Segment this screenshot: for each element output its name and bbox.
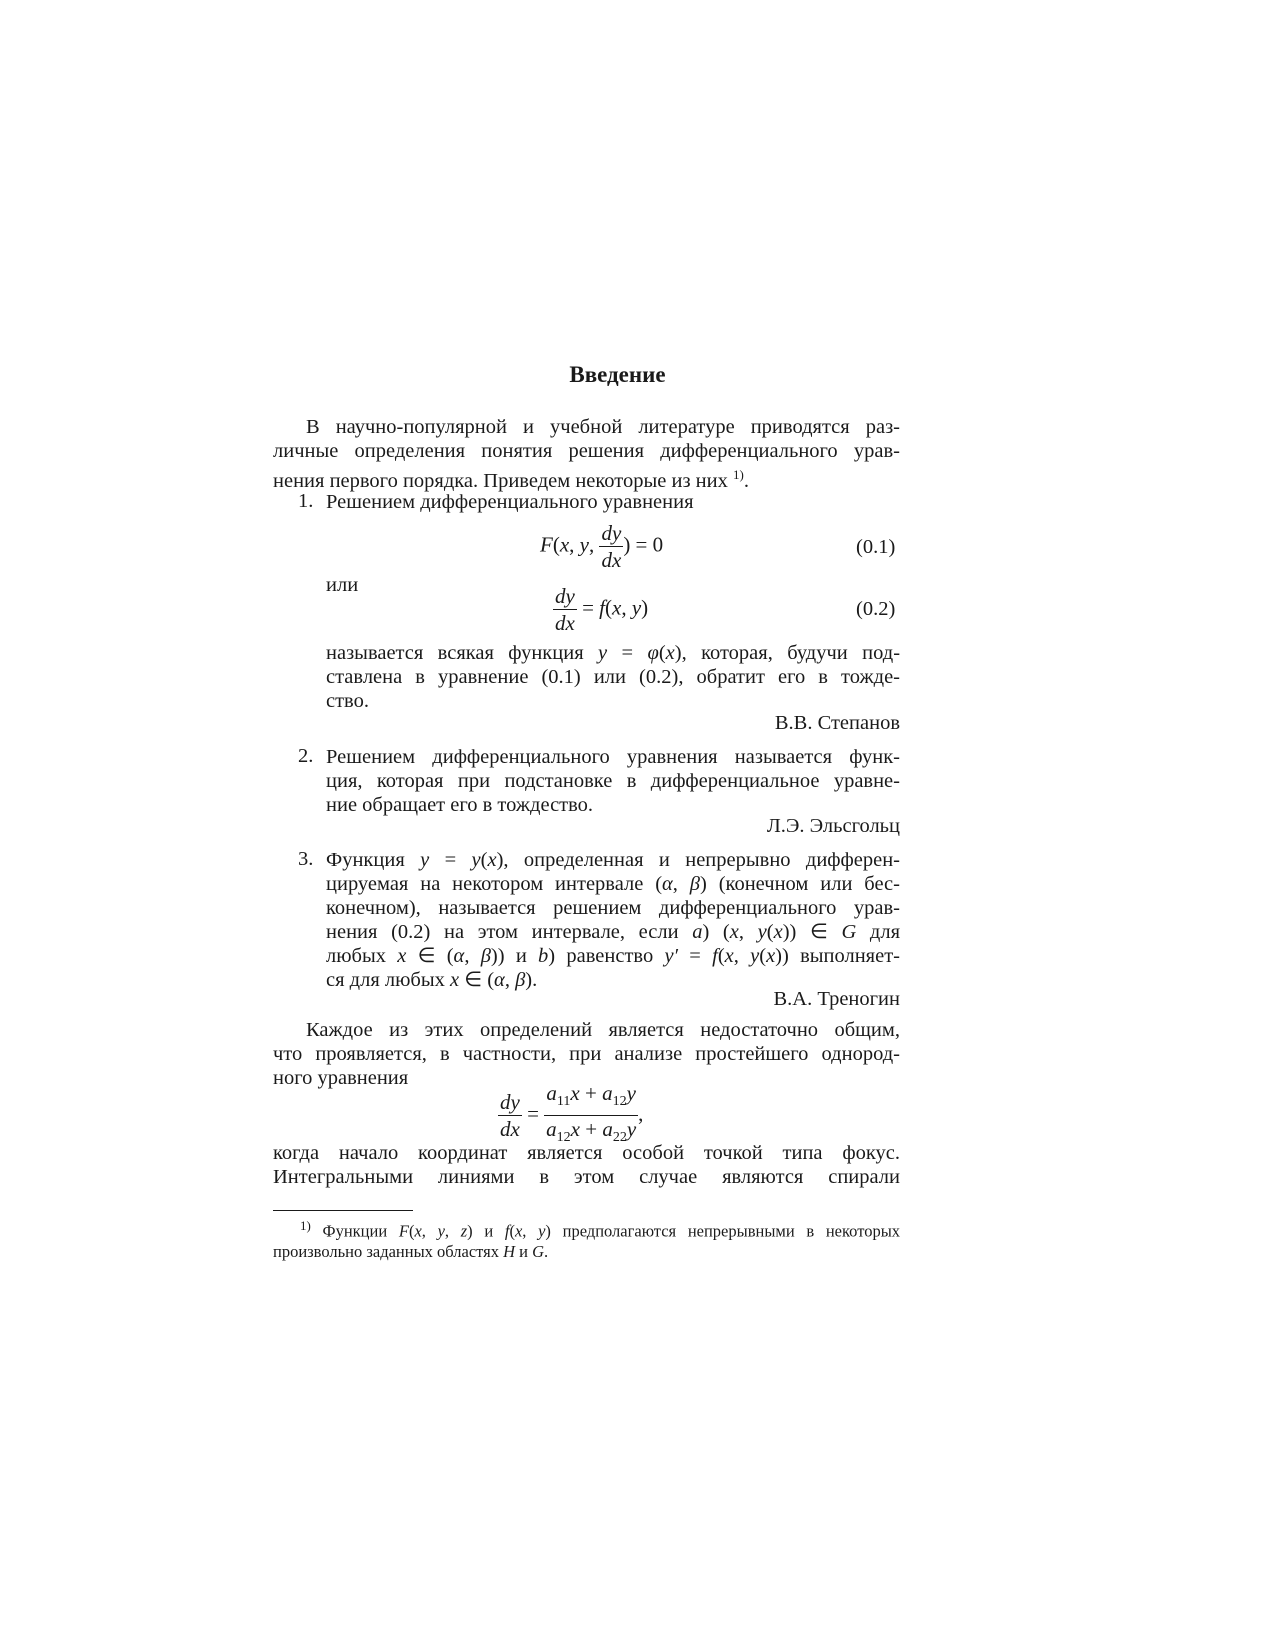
closing-line-3: ного уравнения [273,1067,409,1089]
equation-0-1: F(x, y, $\frac{dy}{dx}$ ) = 0 [540,521,664,572]
footnote-line-1: $^{1)}$ Функции F(x, y, z) и f(x, y) предполагаются непрерывными в некоторых [300,1218,901,1241]
item-3-line-4: нения (0.2) на этом интервале, если a) (x, y(x)) ∈ G для [326,921,901,943]
item-3-line-3: конечном), называется решением дифференциального урав- [326,897,900,919]
page-title: Введение [569,362,666,387]
intro-paragraph [273,415,900,493]
intro-line-3 [273,463,900,493]
equation-0-2-number: (0.2) [856,598,896,620]
item-1-number: 1. [298,490,314,512]
item-3-number: 3. [298,848,314,870]
footnote-ref[interactable]: 1) [732,467,744,482]
item-2-number: 2. [298,745,314,767]
intro-line-2: личные определения понятия решения дифференциального урав- [273,440,900,462]
item-1-text: Решением дифференциального уравнения [326,491,694,513]
closing-cont-line-1: когда начало координат является особой точкой типа фокус. [273,1142,900,1164]
item-1-cont-line-1: называется всякая функция y = φ(x), которая, будучи под- [326,642,901,664]
closing-line-2: что проявляется, в частности, при анализе простейшего однород- [273,1043,900,1065]
or-text: или [326,574,359,596]
footnote-line-2: произвольно заданных областях H и G. [273,1241,549,1261]
item-1-cont-line-3: ство. [326,690,369,712]
item-3-text [326,848,900,992]
item-2-line-2: ция, которая при подстановке в дифференциальное уравне- [326,770,900,792]
item-1-cont-line-2: ставлена в уравнение (0.1) или (0.2), обратит его в тожде- [326,666,900,688]
closing-continuation [273,1141,900,1189]
equation-0-1-number: (0.1) [856,536,896,558]
item-1-author: В.В. Степанов [774,712,900,734]
homogeneous-equation: $\frac{dy}{dx}$ = $\frac{a_{11}x + a_{12}y}{a_{12}x + a_{22}y}$ , [500,1081,644,1146]
item-3-line-5: любых x ∈ (α, β)) и b) равенство y′ = f(x, y(x)) выполняет- [326,945,900,967]
intro-end: . [743,469,749,492]
item-2-author: Л.Э. Эльсгольц [766,815,900,837]
intro-line-3-text: нения первого порядка. Приведем некоторые из них [273,469,728,492]
item-1-continuation [326,641,900,713]
closing-cont-line-2: Интегральными линиями в этом случае являются спирали [273,1166,900,1188]
item-3-line-6: ся для любых x ∈ (α, β). [326,969,538,991]
item-3-line-1: Функция y = y(x), определенная и непрерывно дифферен- [326,849,900,871]
intro-line-1: В научно-популярной и учебной литературе приводятся раз- [306,416,900,438]
equation-0-2: $\frac{dy}{dx}$ = f(x, y) [555,584,649,635]
footnote [273,1216,900,1262]
item-2-text [326,745,900,817]
closing-line-1: Каждое из этих определений является недостаточно общим, [306,1019,900,1041]
item-3-line-2: цируемая на некотором интервале (α, β) (конечном или бес- [326,873,900,895]
item-2-line-3: ние обращает его в тождество. [326,794,594,816]
item-3-author: В.А. Треногин [773,988,900,1010]
footnote-rule [273,1210,413,1211]
item-2-line-1: Решением дифференциального уравнения называется функ- [326,746,900,768]
